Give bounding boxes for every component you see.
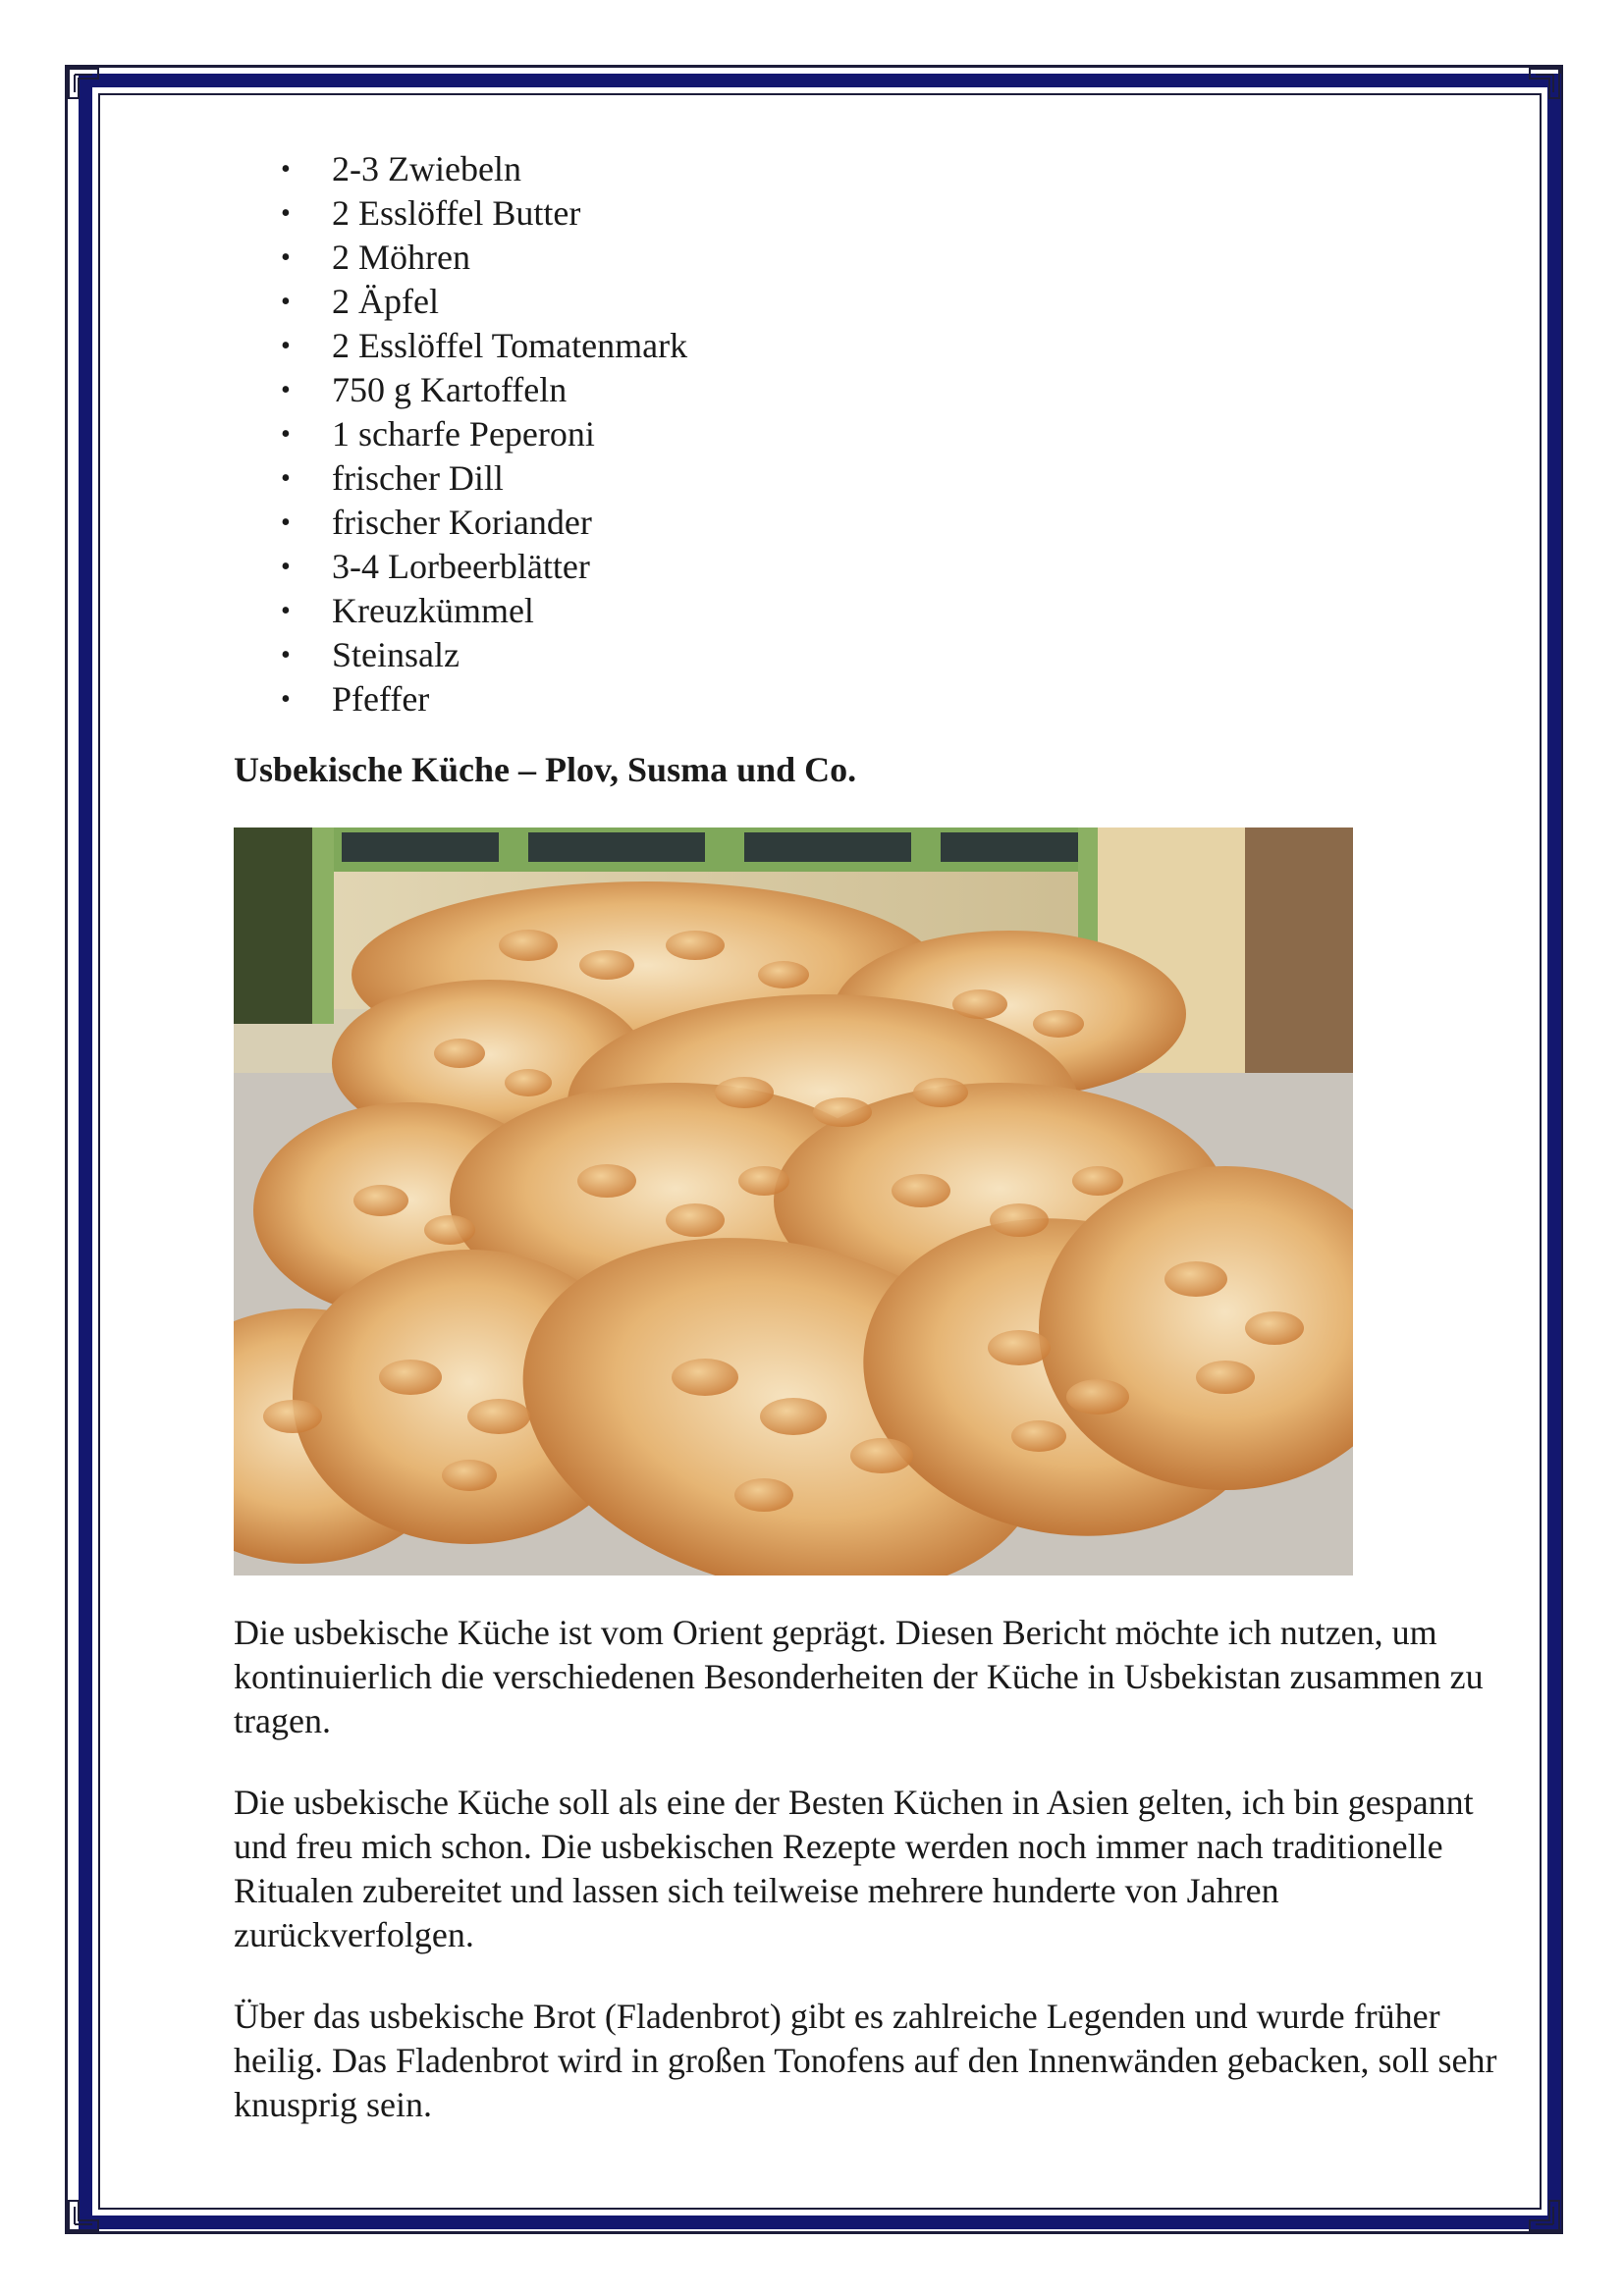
ingredient-item (234, 191, 1510, 236)
ingredient-label: frischer Dill (332, 458, 504, 498)
bullet-icon: • (281, 287, 291, 317)
corner-ornament-top-left (65, 65, 102, 102)
corner-ornament-bottom-right (1526, 2197, 1563, 2234)
corner-ornament-top-right (1526, 65, 1563, 102)
paragraphs (234, 1611, 1510, 2127)
ingredient-item (234, 147, 1510, 191)
ingredient-item (234, 456, 1510, 501)
ingredient-item (234, 280, 1510, 324)
bullet-icon: • (281, 684, 291, 715)
bullet-icon: • (281, 552, 291, 582)
section-title: Usbekische Küche – Plov, Susma und Co. (234, 750, 857, 789)
bullet-icon: • (281, 640, 291, 670)
corner-ornament-bottom-left (65, 2197, 102, 2234)
ingredient-item (234, 412, 1510, 456)
ingredient-label: 1 scharfe Peperoni (332, 414, 595, 454)
ingredient-label: 750 g Kartoffeln (332, 370, 568, 409)
bullet-icon: • (281, 507, 291, 538)
ingredient-item (234, 545, 1510, 589)
ingredient-item (234, 501, 1510, 545)
ingredient-label: 3-4 Lorbeerblätter (332, 547, 590, 586)
ingredient-item (234, 236, 1510, 280)
bullet-icon: • (281, 596, 291, 626)
ingredient-item (234, 589, 1510, 633)
page-content (234, 147, 1510, 2127)
ingredient-label: 2 Esslöffel Tomatenmark (332, 326, 688, 365)
ingredient-label: 2-3 Zwiebeln (332, 149, 521, 188)
ingredient-item (234, 324, 1510, 368)
ingredient-item (234, 677, 1510, 721)
ingredient-label: Pfeffer (332, 679, 430, 719)
bullet-icon: • (281, 154, 291, 185)
ingredient-list (234, 147, 1510, 721)
ingredient-label: Kreuzkümmel (332, 591, 534, 630)
paragraph: Die usbekische Küche ist vom Orient geprägt. Diesen Bericht möchte ich nutzen, um kontinuierlich die verschiedenen Besonderheiten der Küche in Usbekistan zusammen zu tragen. (234, 1613, 1484, 1740)
ingredient-label: Steinsalz (332, 635, 460, 674)
bullet-icon: • (281, 419, 291, 450)
paragraph: Über das usbekische Brot (Fladenbrot) gibt es zahlreiche Legenden und wurde früher heilig. Das Fladenbrot wird in großen Tonofens auf den Innenwänden gebacken, soll sehr knusprig sein. (234, 1997, 1497, 2124)
ingredient-label: 2 Äpfel (332, 282, 439, 321)
ingredient-item (234, 633, 1510, 677)
bread-photo (234, 828, 1353, 1575)
paragraph: Die usbekische Küche soll als eine der Besten Küchen in Asien gelten, ich bin gespannt und freu mich schon. Die usbekischen Rezepte werden noch immer nach traditionelle Ritualen zubereitet und lassen sich teilweise mehrere hunderte von Jahren zurückverfolgen. (234, 1783, 1474, 1954)
ingredient-item (234, 368, 1510, 412)
ingredient-label: frischer Koriander (332, 503, 592, 542)
bullet-icon: • (281, 375, 291, 405)
bullet-icon: • (281, 463, 291, 494)
ingredient-label: 2 Möhren (332, 238, 470, 277)
bullet-icon: • (281, 242, 291, 273)
bullet-icon: • (281, 331, 291, 361)
ingredient-label: 2 Esslöffel Butter (332, 193, 581, 233)
bullet-icon: • (281, 198, 291, 229)
